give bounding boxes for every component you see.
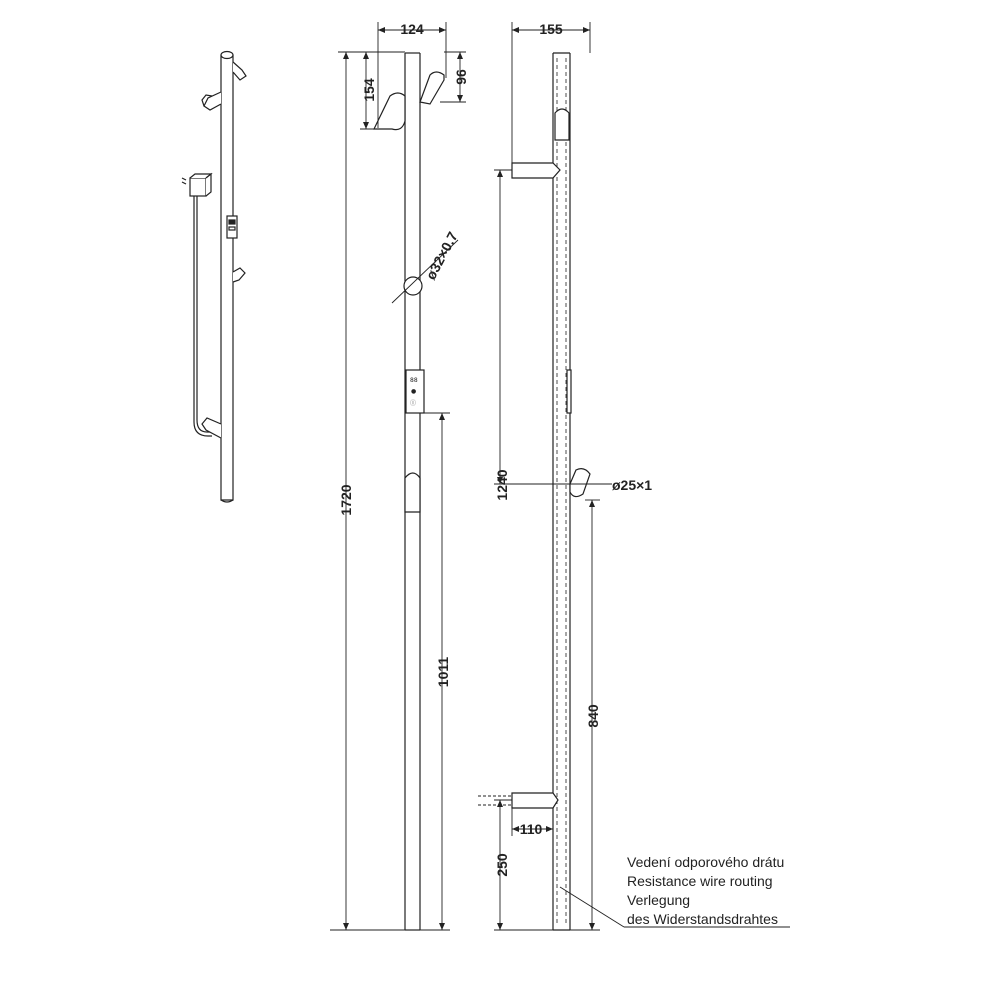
legend-line-en: Resistance wire routing	[627, 873, 773, 889]
iso-bar-top	[221, 52, 233, 59]
dim-bottom-height: 250	[494, 853, 510, 877]
legend	[627, 854, 784, 927]
side-hook	[570, 469, 590, 497]
front-dimensions	[330, 22, 466, 930]
iso-bar	[221, 55, 233, 500]
side-upper-arm	[512, 163, 560, 178]
dim-hook-diameter: ø25×1	[612, 477, 653, 493]
side-dimension-labels	[494, 21, 652, 877]
iso-cable	[197, 196, 212, 432]
iso-power-adapter	[190, 178, 206, 196]
front-top-left-hook	[374, 93, 405, 130]
dim-lower-height: 1011	[435, 656, 451, 688]
front-top-right-hook	[420, 72, 444, 104]
panel-power: Ⓘ	[410, 400, 417, 407]
dim-side-hook-height: 1240	[494, 469, 510, 501]
panel-digits: 88	[410, 377, 418, 384]
iso-mid-hook	[233, 268, 245, 282]
dim-top-offset: 124	[400, 21, 424, 37]
dim-bar-diameter: ø32×0.7	[422, 229, 461, 283]
dim-bottom-offset: 110	[519, 821, 543, 837]
dim-side-offset: 155	[539, 21, 563, 37]
dim-mid-height: 840	[585, 704, 601, 728]
isometric-view	[182, 52, 246, 503]
legend-line-cs: Vedení odporového drátu	[627, 854, 785, 870]
iso-top-hook	[233, 62, 246, 80]
side-bottom-arm	[512, 793, 558, 808]
side-control-edge	[567, 370, 571, 413]
side-top-cylinder	[555, 109, 569, 140]
iso-bottom-hook	[202, 418, 221, 438]
panel-led: ●	[411, 388, 417, 395]
dim-top-hook-drop: 96	[453, 69, 469, 85]
legend-line-de-1: Verlegung	[627, 892, 691, 908]
front-view	[374, 53, 444, 930]
front-mount-circle	[404, 277, 422, 295]
dim-total-height: 1720	[338, 484, 354, 516]
dim-hook-height: 154	[361, 78, 377, 102]
legend-line-de-2: des Widerstandsdrahtes	[627, 911, 778, 927]
front-lower-hook	[405, 473, 420, 512]
side-view	[512, 53, 590, 930]
